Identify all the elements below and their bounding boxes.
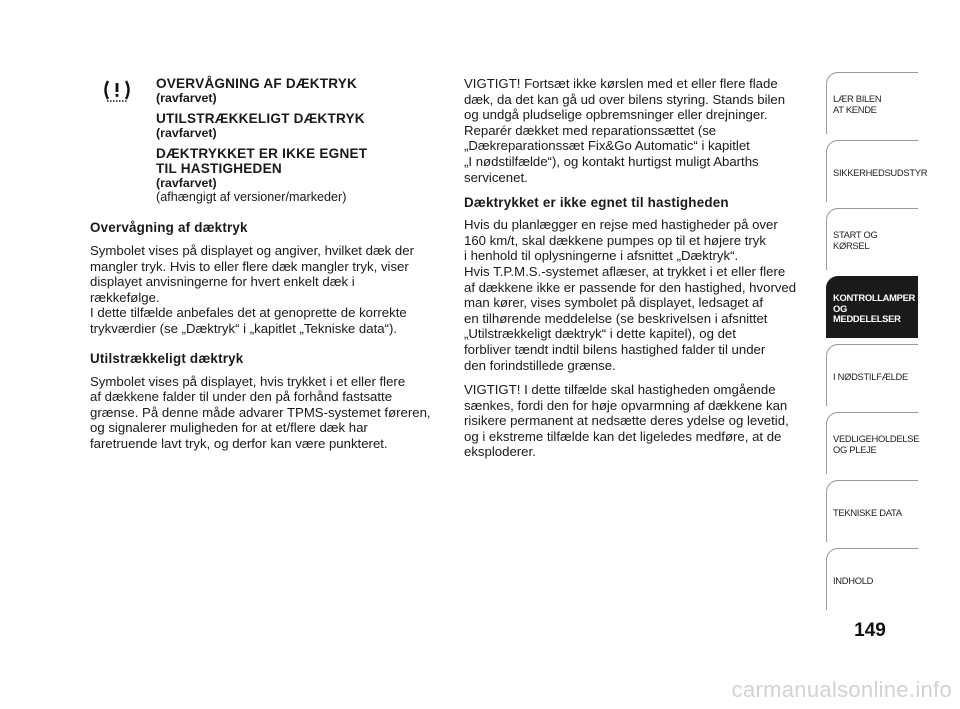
tab-sikkerhedsudstyr[interactable]: [826, 140, 928, 202]
text-line: dæk, da det kan gå ud over bilens styring. Stands bilen: [464, 91, 786, 107]
text-line: Symbolet vises på displayet, hvis trykket i et eller flere: [90, 373, 406, 389]
tab-i-nodstilfaelde[interactable]: [826, 344, 918, 406]
text-line: I dette tilfælde anbefales det at genoprette de korrekte: [90, 305, 407, 321]
text-line: risikere permanent at nedsætte deres ydelse og levetid,: [464, 413, 789, 429]
text-line: Symbolet vises på displayet og angiver, hvilket dæk der: [90, 243, 414, 258]
tab-vedligeholdelse[interactable]: [826, 412, 918, 474]
tab-label: AT KENDE: [833, 104, 877, 115]
tab-tekniske-data[interactable]: [826, 480, 918, 542]
warning-title-3-line-2: TIL HASTIGHEDEN: [156, 161, 282, 176]
text-line: „I nødstilfælde“), og kontakt hurtigst muligt Abarths: [464, 153, 759, 169]
text-line: en tilhørende meddelelse (se beskrivelsen i afsnittet: [464, 310, 768, 326]
text-line: den forindstillede grænse.: [464, 357, 616, 373]
tab-label: INDHOLD: [833, 574, 874, 586]
text-line: Hvis du planlægger en rejse med hastigheder på over: [464, 217, 778, 233]
section-body-speed: [464, 217, 810, 373]
text-line: og signalerer muligheden for at et/flere dæk har: [90, 420, 368, 436]
variant-note: (afhængigt af versioner/markeder): [156, 190, 347, 204]
warning-block: [90, 76, 442, 204]
text-line: VIGTIGT! I dette tilfælde skal hastigheden omgående: [464, 382, 776, 398]
tab-label: I NØDSTILFÆLDE: [833, 370, 908, 382]
text-line: trykværdier (se „Dæktryk“ i „kapitlet „Tekniske data“).: [90, 320, 398, 336]
text-line: rækkefølge.: [90, 289, 160, 305]
warning-sub-1: (ravfarvet): [156, 91, 217, 105]
text-line: af dækkene falder til under den på forhånd fastsatte: [90, 389, 393, 405]
tab-label: OG PLEJE: [833, 444, 877, 455]
section-heading-insufficient: Utilstrækkeligt dæktryk: [90, 350, 244, 366]
section-body-insufficient: [90, 374, 442, 452]
text-line: „Utilstrækkeligt dæktryk“ i dette kapitel), og det: [464, 326, 736, 342]
warning-title-2: UTILSTRÆKKELIGT DÆKTRYK: [156, 111, 365, 126]
text-line: i henhold til oplysningerne i afsnittet „Dæktryk“.: [464, 248, 739, 264]
text-line: man kører, vises symbolet på displayet, ledsaget af: [464, 295, 764, 311]
warning-title-3-line-1: DÆKTRYKKET ER IKKE EGNET: [156, 146, 368, 161]
text-line: og undgå pludselige opbremsninger eller drejninger.: [464, 107, 768, 123]
section-body-monitoring: [90, 243, 442, 337]
right-column: [464, 76, 810, 460]
tab-start-og-korsel[interactable]: [826, 208, 918, 270]
text-line: servicenet.: [464, 169, 528, 185]
important-note-1: [464, 76, 810, 185]
tab-label: KONTROLLAMPER: [833, 292, 916, 304]
text-line: eksploderer.: [464, 444, 536, 460]
text-line: af dækkene ikke er passende for den hastighed, hvorved: [464, 279, 797, 295]
important-note-2: [464, 382, 810, 460]
tab-label: SIKKERHEDSUDSTYR: [833, 166, 928, 178]
text-line: sænkes, fordi den for høje opvarmning af dækkene kan: [464, 397, 788, 413]
tire-pressure-warning-icon: [102, 78, 132, 104]
text-line: forbliver tændt indtil bilens hastighed falder til under: [464, 341, 766, 357]
tab-indhold[interactable]: [826, 548, 918, 610]
tab-label: OG MEDDELELSER: [833, 302, 901, 325]
watermark: carmanualsonline.info: [731, 677, 952, 702]
page-number: 149: [854, 620, 886, 641]
section-heading-speed: Dæktrykket er ikke egnet til hastigheden: [464, 195, 729, 211]
warning-sub-3: (ravfarvet): [156, 176, 217, 190]
tab-label: START OG KØRSEL: [833, 229, 878, 251]
tab-label: TEKNISKE DATA: [833, 506, 902, 518]
text-line: displayet anvisningerne for hvert enkelt dæk i: [90, 274, 355, 290]
text-line: og i ekstreme tilfælde kan det ligeledes medføre, at de: [464, 428, 782, 444]
text-line: Hvis T.P.M.S.-systemet aflæser, at trykket i et eller flere: [464, 263, 786, 279]
text-line: VIGTIGT! Fortsæt ikke kørslen med et eller flere flade: [464, 76, 778, 91]
left-column: [90, 76, 442, 452]
text-line: „Dækreparationssæt Fix&Go Automatic“ i kapitlet: [464, 138, 750, 154]
warning-sub-2: (ravfarvet): [156, 126, 217, 140]
tab-kontrollamper[interactable]: [826, 276, 918, 338]
text-line: faretruende lavt tryk, og derfor kan være punkteret.: [90, 435, 388, 451]
text-line: 160 km/t, skal dækkene pumpes op til et højere tryk: [464, 232, 766, 248]
tab-laer-bilen[interactable]: [826, 72, 918, 134]
tab-label: VEDLIGEHOLDELSE: [833, 433, 920, 445]
section-heading-monitoring: Overvågning af dæktryk: [90, 220, 248, 235]
text-line: grænse. På denne måde advarer TPMS-systemet føreren,: [90, 404, 431, 420]
warning-title-1: OVERVÅGNING AF DÆKTRYK: [156, 76, 358, 91]
text-line: mangler tryk. Hvis to eller flere dæk mangler tryk, viser: [90, 258, 409, 274]
chapter-tabs: [826, 72, 928, 616]
tab-label: LÆR BILEN: [833, 93, 882, 105]
text-line: Reparér dækket med reparationssættet (se: [464, 122, 717, 138]
